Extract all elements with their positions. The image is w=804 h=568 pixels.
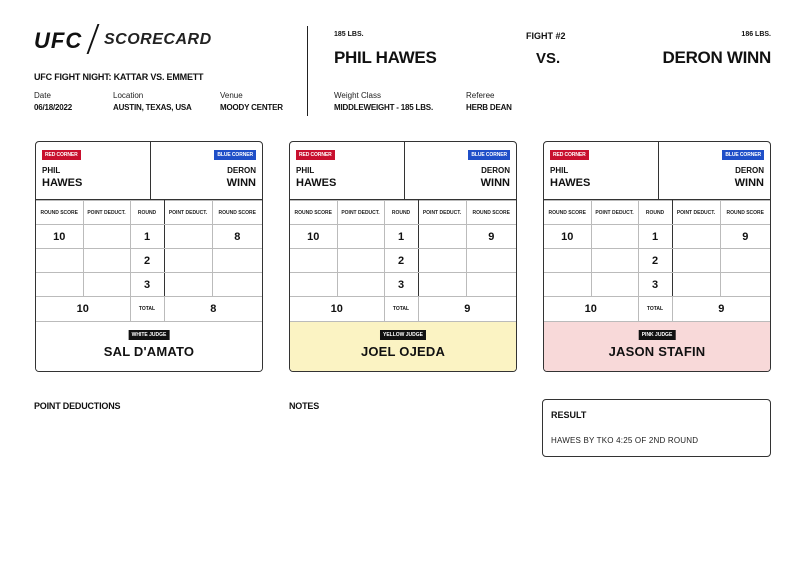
judge-card-yellow: [289, 141, 517, 372]
red-deduct-r2: [83, 249, 130, 273]
referee-label: Referee: [466, 91, 495, 100]
round-number: 1: [638, 225, 672, 249]
red-deduct-r3: [591, 273, 638, 297]
blue-total: 9: [418, 297, 516, 322]
red-total: 10: [36, 297, 130, 322]
total-label: TOTAL: [130, 297, 164, 322]
red-total: 10: [290, 297, 384, 322]
red-corner-badge: RED CORNER: [42, 150, 81, 160]
red-score-r3: [544, 273, 591, 297]
red-score-r3: [36, 273, 83, 297]
blue-deduct-r1: [672, 225, 720, 249]
round-header: ROUND: [638, 201, 672, 225]
blue-score-r2: [720, 249, 770, 273]
red-last-name: HAWES: [42, 177, 83, 189]
blue-total: 8: [164, 297, 262, 322]
red-score-r1: 10: [36, 225, 83, 249]
blue-round-score-header: ROUND SCORE: [466, 201, 516, 225]
red-last-name: HAWES: [550, 177, 591, 189]
judge-name: JASON STAFIN: [608, 344, 706, 359]
result-box: [542, 399, 771, 457]
red-first-name: PHIL: [296, 166, 315, 175]
blue-score-r3: [212, 273, 262, 297]
round-number: 2: [130, 249, 164, 273]
fight-number: FIGHT #2: [526, 31, 566, 41]
ufc-logo: UFC: [34, 28, 83, 53]
score-table: [36, 200, 262, 322]
red-point-deduct-header: POINT DEDUCT.: [337, 201, 384, 225]
red-score-r3: [290, 273, 337, 297]
card-header: [290, 142, 516, 200]
blue-corner-badge: BLUE CORNER: [214, 150, 256, 160]
round-header: ROUND: [384, 201, 418, 225]
judge-badge: WHITE JUDGE: [129, 330, 170, 340]
red-round-score-header: ROUND SCORE: [36, 201, 83, 225]
total-label: TOTAL: [384, 297, 418, 322]
blue-deduct-r2: [418, 249, 466, 273]
card-header: [544, 142, 770, 200]
red-corner-badge: RED CORNER: [296, 150, 335, 160]
notes-heading: NOTES: [289, 401, 320, 411]
blue-weight: 186 LBS.: [741, 31, 771, 38]
blue-score-r2: [212, 249, 262, 273]
judge-area: [544, 322, 770, 372]
blue-corner-badge: BLUE CORNER: [722, 150, 764, 160]
blue-score-r1: 8: [212, 225, 262, 249]
red-deduct-r3: [83, 273, 130, 297]
blue-deduct-r3: [164, 273, 212, 297]
blue-deduct-r1: [418, 225, 466, 249]
blue-score-r2: [466, 249, 516, 273]
red-point-deduct-header: POINT DEDUCT.: [83, 201, 130, 225]
card-header: [36, 142, 262, 200]
blue-last-name: WINN: [734, 177, 764, 189]
judge-card-white: [35, 141, 263, 372]
round-number: 3: [384, 273, 418, 297]
header-divider: [307, 26, 308, 116]
venue-label: Venue: [220, 91, 243, 100]
point-deductions-heading: POINT DEDUCTIONS: [34, 401, 121, 411]
date-label: Date: [34, 91, 51, 100]
judge-badge: YELLOW JUDGE: [380, 330, 426, 340]
red-deduct-r1: [83, 225, 130, 249]
red-point-deduct-header: POINT DEDUCT.: [591, 201, 638, 225]
score-table: [290, 200, 516, 322]
total-label: TOTAL: [638, 297, 672, 322]
header-split: [404, 142, 405, 200]
red-round-score-header: ROUND SCORE: [544, 201, 591, 225]
blue-deduct-r2: [672, 249, 720, 273]
red-score-r2: [36, 249, 83, 273]
red-weight: 185 LBS.: [334, 31, 364, 38]
referee-value: HERB DEAN: [466, 103, 512, 112]
round-number: 1: [130, 225, 164, 249]
blue-deduct-r3: [672, 273, 720, 297]
red-total: 10: [544, 297, 638, 322]
red-deduct-r2: [591, 249, 638, 273]
vs-label: VS.: [536, 50, 561, 67]
judge-name: JOEL OJEDA: [360, 344, 446, 359]
blue-round-score-header: ROUND SCORE: [720, 201, 770, 225]
red-corner-badge: RED CORNER: [550, 150, 589, 160]
header-split: [658, 142, 659, 200]
red-deduct-r2: [337, 249, 384, 273]
red-score-r1: 10: [544, 225, 591, 249]
blue-last-name: WINN: [226, 177, 256, 189]
red-deduct-r3: [337, 273, 384, 297]
logo-divider: [87, 24, 100, 54]
blue-score-r1: 9: [720, 225, 770, 249]
blue-score-r1: 9: [466, 225, 516, 249]
location-label: Location: [113, 91, 144, 100]
judge-name: SAL D'AMATO: [103, 344, 195, 359]
blue-deduct-r2: [164, 249, 212, 273]
round-number: 2: [638, 249, 672, 273]
weight-class-label: Weight Class: [334, 91, 381, 100]
result-text: HAWES BY TKO 4:25 OF 2ND ROUND: [551, 436, 699, 445]
blue-deduct-r1: [164, 225, 212, 249]
red-score-r2: [290, 249, 337, 273]
round-number: 3: [638, 273, 672, 297]
blue-first-name: DERON: [735, 166, 764, 175]
blue-score-r3: [720, 273, 770, 297]
judge-area: [36, 322, 262, 372]
location-value: AUSTIN, TEXAS, USA: [113, 103, 192, 112]
red-deduct-r1: [337, 225, 384, 249]
blue-last-name: WINN: [480, 177, 510, 189]
red-score-r1: 10: [290, 225, 337, 249]
blue-point-deduct-header: POINT DEDUCT.: [418, 201, 466, 225]
red-round-score-header: ROUND SCORE: [290, 201, 337, 225]
red-first-name: PHIL: [42, 166, 61, 175]
scorecard-title: SCORECARD: [104, 31, 212, 48]
blue-deduct-r3: [418, 273, 466, 297]
red-fighter-name: PHIL HAWES: [334, 48, 437, 67]
blue-round-score-header: ROUND SCORE: [212, 201, 262, 225]
red-last-name: HAWES: [296, 177, 337, 189]
red-deduct-r1: [591, 225, 638, 249]
event-name: UFC FIGHT NIGHT: KATTAR VS. EMMETT: [34, 72, 204, 82]
judge-card-pink: [543, 141, 771, 372]
blue-corner-badge: BLUE CORNER: [468, 150, 510, 160]
blue-first-name: DERON: [481, 166, 510, 175]
red-score-r2: [544, 249, 591, 273]
round-number: 3: [130, 273, 164, 297]
venue-value: MOODY CENTER: [220, 103, 283, 112]
round-number: 1: [384, 225, 418, 249]
judge-area: [290, 322, 516, 372]
blue-point-deduct-header: POINT DEDUCT.: [672, 201, 720, 225]
header-split: [150, 142, 151, 200]
blue-total: 9: [672, 297, 770, 322]
red-first-name: PHIL: [550, 166, 569, 175]
blue-point-deduct-header: POINT DEDUCT.: [164, 201, 212, 225]
round-header: ROUND: [130, 201, 164, 225]
blue-score-r3: [466, 273, 516, 297]
round-number: 2: [384, 249, 418, 273]
judge-badge: PINK JUDGE: [639, 330, 676, 340]
blue-first-name: DERON: [227, 166, 256, 175]
result-title: RESULT: [551, 410, 587, 420]
date-value: 06/18/2022: [34, 103, 73, 112]
score-table: [544, 200, 770, 322]
weight-class-value: MIDDLEWEIGHT - 185 LBS.: [334, 103, 433, 112]
blue-fighter-name: DERON WINN: [662, 48, 771, 67]
